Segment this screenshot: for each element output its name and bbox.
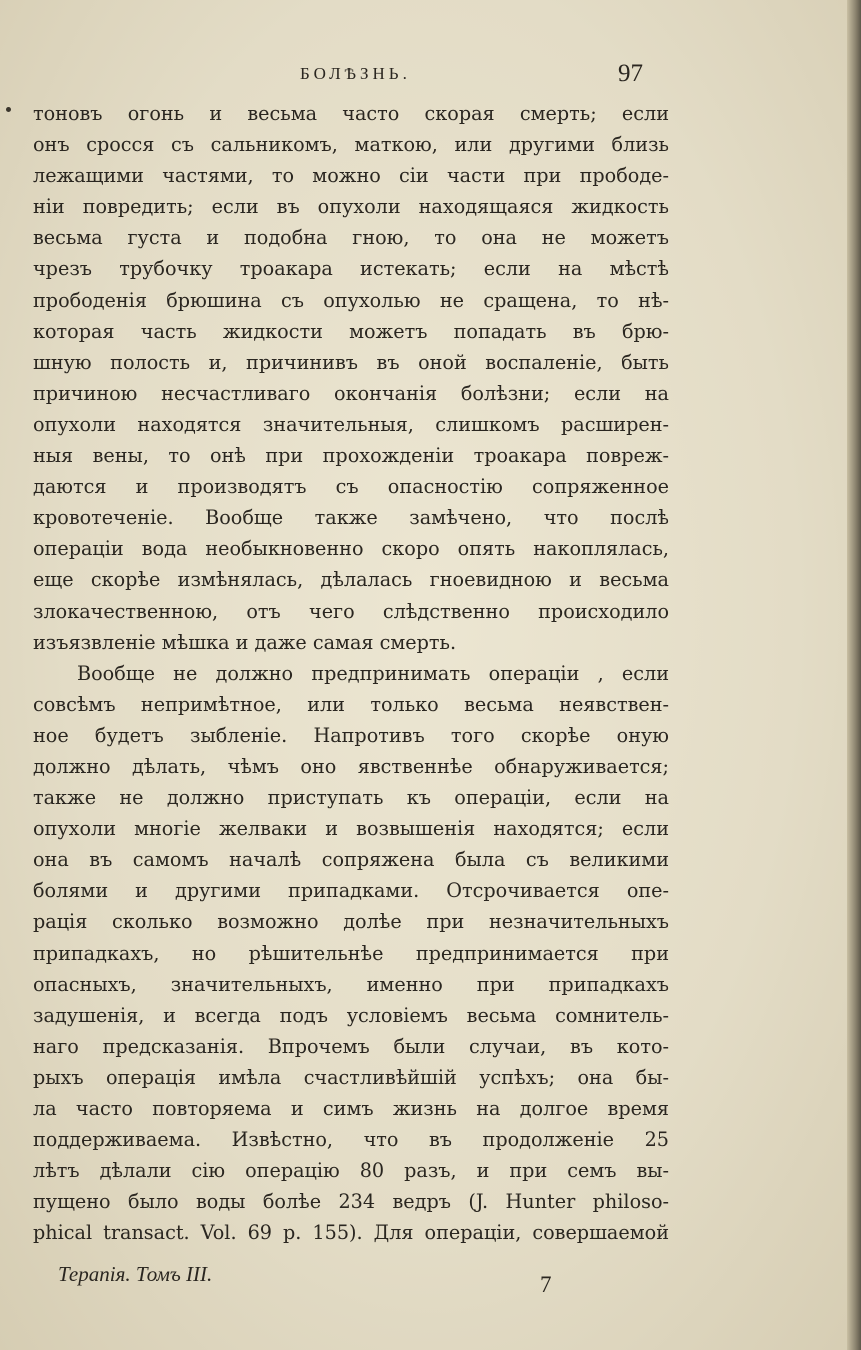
text-line: рація сколько возможно долѣе при незначительныхъ [33,910,669,934]
printer-signature: Терапія. Томъ III. [58,1262,213,1286]
text-line: шную полость и, причинивъ въ оной воспаленіе, быть [33,350,669,374]
text-line: она въ самомъ началѣ сопряжена была съ великими [33,848,669,872]
text-line: даются и производятъ съ опасностію сопряженное [33,475,669,499]
text-line: еще скорѣе измѣнялась, дѣлалась гноевидною и весьма [33,568,669,592]
text-line: опасныхъ, значительныхъ, именно при припадкахъ [33,972,669,996]
text-line: пущено было воды болѣе 234 ведръ (J. Hunter philoso- [33,1190,669,1214]
text-line: рыхъ операція имѣла счастливѣйшій успѣхъ; она бы- [33,1065,669,1089]
page-gutter-shadow [847,0,861,1350]
running-title: БОЛѢЗНЬ. [300,64,411,83]
text-line: ла часто повторяема и симъ жизнь на долгое время [33,1097,669,1120]
text-line: лежащими частями, то можно сіи части при прободе- [33,164,669,188]
text-line: лѣтъ дѣлали сію операцію 80 разъ, и при семъ вы- [33,1159,669,1183]
page-number: 97 [618,60,643,87]
text-line: причиною несчастливаго окончанія болѣзни; если на [33,381,669,405]
text-line: операціи вода необыкновенно скоро опять накоплялась, [33,537,669,561]
text-line: чрезъ трубочку троакара истекать; если на мѣстѣ [33,257,669,281]
text-line: изъязвленіе мѣшка и даже самая смерть. [33,630,457,654]
text-line: весьма густа и подобна гною, то она не можетъ [33,226,669,250]
text-line: совсѣмъ непримѣтное, или только весьма неявствен- [33,692,669,716]
text-line: болями и другими припадками. Отсрочивается опе- [33,879,669,903]
text-line: ніи повредить; если въ опухоли находящаяся жидкость [33,195,669,219]
sheet-number: 7 [540,1272,552,1297]
text-line: phical transact. Vol. 69 p. 155). Для операціи, совершаемой [33,1221,669,1245]
text-line: должно дѣлать, чѣмъ оно явственнѣе обнаруживается; [33,754,669,778]
text-line: онъ сросся съ сальникомъ, маткою, или другими близь [33,133,669,157]
text-line: кровотеченіе. Вообще также замѣчено, что послѣ [33,506,669,530]
text-line: опухоли находятся значительныя, слишкомъ расширен- [33,412,669,436]
text-line: наго предсказанія. Впрочемъ были случаи, въ кото- [33,1034,669,1058]
text-line: опухоли многіе желваки и возвышенія находятся; если [33,817,669,841]
text-line: прободенія брюшина съ опухолью не сращена, то нѣ- [33,288,669,312]
text-line: задушенія, и всегда подъ условіемъ весьма сомнитель- [33,1003,669,1027]
text-line: припадкахъ, но рѣшительнѣе предпринимается при [33,941,669,965]
text-line: ныя вены, то онѣ при прохожденіи троакара повреж- [33,444,669,468]
text-line: злокачественною, отъ чего слѣдственно происходило [33,599,669,623]
margin-dot [6,107,11,112]
body-text [33,98,669,1248]
text-line: также не должно приступать къ операціи, если на [33,786,669,810]
text-line: которая часть жидкости можетъ попадать въ брю- [33,319,669,343]
text-line: тоновъ огонь и весьма часто скорая смерть; если [33,102,669,125]
text-line: поддерживаема. Извѣстно, что въ продолженіе 25 [33,1128,669,1152]
text-line: ное будетъ зыбленіе. Напротивъ того скорѣе оную [33,723,669,747]
text-line: Вообще не должно предпринимать операціи , если [77,661,669,685]
